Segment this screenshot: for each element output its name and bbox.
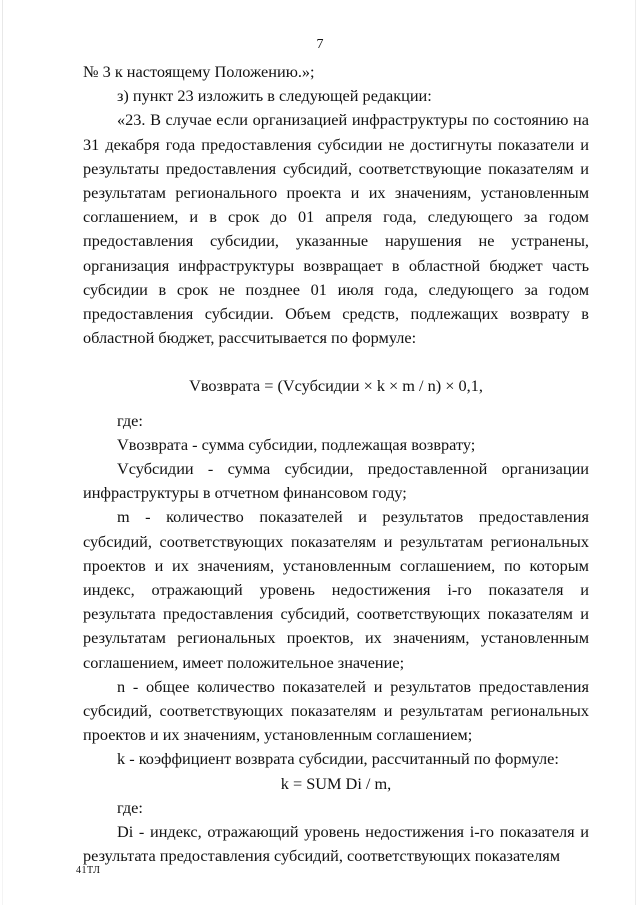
paragraph-clause-23: «23. В случае если организацией инфраструктуры по состоянию на 31 декабря года предоставления субсидии не достигнуты показатели и результаты предоставления субсидий, соответствующие показателям и результатам регионального проекта и их значениям, установленным соглашением, и в срок до 01 апреля года, следующего за годом предоставления субсидии, указанные нарушения не устранены, организация инфраструктуры возвращает в областной бюджет часть субсидии в срок не позднее 01 июля года, следующего за годом предоставления субсидии. Объем средств, подлежащих возврату в областной бюджет, рассчитывается по формуле: xyxy=(83,110,589,348)
formula-v-return: Vвозврата = (Vсубсидии × k × m / n) × 0,1, xyxy=(189,376,483,396)
definition-di: Di - индекс, отражающий уровень недостижения i-го показателя и результата предоставления субсидий, соответствующих показателям xyxy=(83,822,589,866)
formula-k: k = SUM Di / m, xyxy=(280,773,392,793)
paragraph-continuation: № 3 к настоящему Положению.»; xyxy=(83,62,315,81)
page-number: 7 xyxy=(316,37,324,52)
paragraph-where-2: где: xyxy=(117,797,143,817)
definition-n: n - общее количество показателей и результатов предоставления субсидий, соответствующих показателям и результатам региональных проектов и их значениям, установленным соглашением; xyxy=(83,676,589,745)
definition-k: k - коэффициент возврата субсидии, рассчитанный по формуле: xyxy=(117,749,559,769)
definition-m: m - количество показателей и результатов предоставления субсидий, соответствующих показателям и результатам региональных проектов и их значениям, установленным соглашением, по которым индекс, отражающий уровень недостижения i-го показателя и результата предоставления субсидий, соответствующих показателям и результатам региональных проектов, их значениям, установленным соглашением, имеет положительное значение; xyxy=(83,507,589,672)
paragraph-where: где: xyxy=(117,410,143,430)
definition-v-return: Vвозврата - сумма субсидии, подлежащая возврату; xyxy=(117,434,476,454)
paragraph-amendment-intro: з) пункт 23 изложить в следующей редакции: xyxy=(117,86,432,106)
definition-v-subsidy: Vсубсидии - сумма субсидии, предоставленной организации инфраструктуры в отчетном финансовом году; xyxy=(83,459,589,503)
scan-edge-left xyxy=(2,0,3,905)
footer-document-code: 41ТЛ xyxy=(76,865,101,876)
scan-edge-right xyxy=(635,0,636,905)
document-body xyxy=(83,60,589,869)
